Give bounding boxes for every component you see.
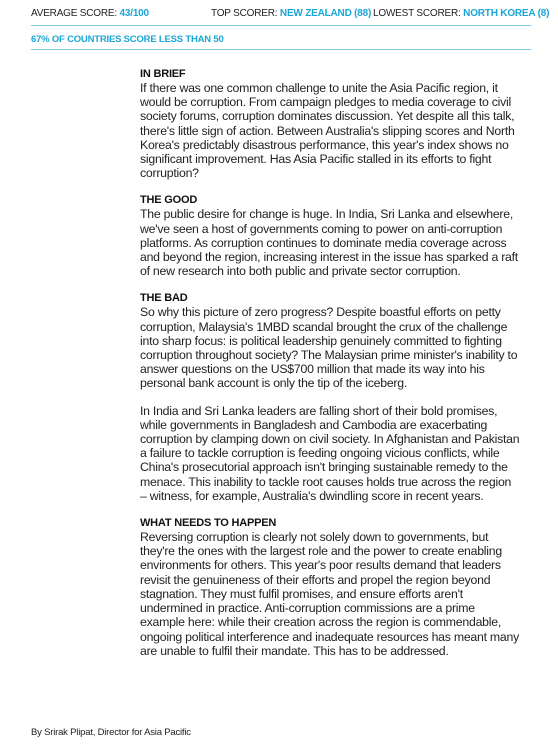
divider-bottom [31, 49, 531, 50]
average-score-label: AVERAGE SCORE: [31, 8, 120, 19]
section-heading: WHAT NEEDS TO HAPPEN [140, 517, 277, 530]
highlight-stat: 67% OF COUNTRIES SCORE LESS THAN 50 [31, 34, 224, 45]
section-heading: IN BRIEF [140, 68, 186, 80]
section-in-brief [140, 67, 520, 180]
top-scorer-value: NEW ZEALAND (88) [279, 8, 372, 19]
top-scorer-label: TOP SCORER: [211, 8, 280, 19]
section-paragraph: So why this picture of zero progress? Despite boastful efforts on petty corruption, Malaysia's 1MBD scandal brought the crux of the challenge into sharp focus: is political leadership genuinely committed to fighting corruption throughout society? The Malaysian prime minister's inability to answer questions on the US$700 million that made its way into his personal bank account is only the tip of the iceberg. [140, 305, 518, 391]
section-paragraph: In India and Sri Lanka leaders are falling short of their bold promises, while governments in Bangladesh and Cambodia are exacerbating corruption by clamping down on civil society. In Afghanistan and Pakistan a failure to tackle corruption is feeding ongoing vicious conflicts, while China's prosecutorial approach isn't bringing sustainable remedy to the menace. This inability to tackle root causes holds true across the region – witness, for example, Australia's dwindling score in recent years. [140, 403, 520, 503]
article-body [140, 67, 520, 658]
section-heading: THE GOOD [140, 194, 198, 207]
section-the-good [140, 193, 520, 278]
average-score [31, 8, 149, 19]
top-scorer [211, 8, 371, 19]
section-paragraph: Reversing corruption is clearly not solely down to governments, but they're the ones with the largest role and the power to create enabling environments for others. This year's poor results demand that leaders revisit the genuineness of their efforts and propel the region beyond stagnation. They must fulfil promises, and ensure efforts aren't undermined in practice. Anti-corruption commissions are a prime example here: while their creation across the region is commendable, ongoing political interference and inadequate resources has meant many are unable to fulfil their mandate. This has to be addressed. [140, 530, 519, 658]
author-byline: By Srirak Plipat, Director for Asia Pacific [31, 727, 191, 738]
score-summary-bar [31, 8, 550, 24]
average-score-value: 43/100 [119, 8, 149, 19]
section-paragraph: If there was one common challenge to unite the Asia Pacific region, it would be corruption. From campaign pledges to media coverage to civil society forums, corruption dominates discussion. Yet despite all this talk, there's little sign of action. Between Australia's slipping scores and North Korea's predictably disastrous performance, this year's index shows no significant improvement. Has Asia Pacific stalled in its efforts to fight corruption? [140, 81, 515, 181]
section-the-bad [140, 291, 520, 503]
section-heading: THE BAD [140, 292, 188, 305]
lowest-scorer-label: LOWEST SCORER: [373, 8, 464, 19]
section-what-needs-to-happen [140, 516, 520, 658]
lowest-scorer-value: NORTH KOREA (8) [463, 8, 550, 19]
lowest-scorer [373, 8, 549, 19]
divider-top [31, 25, 531, 26]
section-paragraph: The public desire for change is huge. In India, Sri Lanka and elsewhere, we've seen a host of governments coming to power on anti-corruption platforms. As corruption continues to dominate media coverage across and beyond the region, increasing interest in the issue has sparked a raft of new research into both public and private sector corruption. [140, 207, 518, 279]
